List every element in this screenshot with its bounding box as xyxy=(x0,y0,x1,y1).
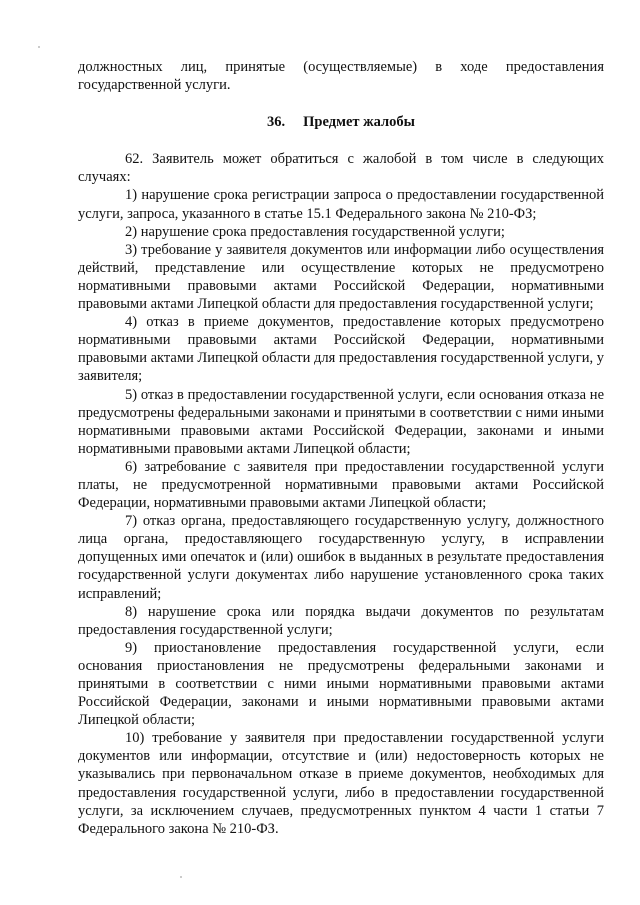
list-item: 2) нарушение срока предоставления государственной услуги; xyxy=(125,223,505,240)
list-item: 1) нарушение срока регистрации запроса о предоставлении государственной услуги, запроса, указанного в статье 15.1 Федерального закона № 210-ФЗ; xyxy=(78,187,604,222)
intro-paragraph: должностных лиц, принятые (осуществляемые) в ходе предоставления государственной услуги. xyxy=(78,59,604,94)
list-item: 5) отказ в предоставлении государственной услуги, если основания отказа не предусмотрены федеральными законами и принятыми в соответствии с ними иными нормативными правовыми актами Российской Федерации, законами и иными нормативными правовыми актами Липецкой области; xyxy=(78,386,604,457)
scan-speck xyxy=(180,876,182,878)
list-item: 9) приостановление предоставления государственной услуги, если основания приостановления не предусмотрены федеральными законами и принятыми в соответствии с ними иными нормативными правовыми актами Российской Федерации, законами и иными нормативными правовыми актами Липецкой области; xyxy=(78,639,604,729)
section-title: Предмет жалобы xyxy=(303,114,415,131)
section-heading xyxy=(78,113,604,131)
clause-paragraph: 62. Заявитель может обратиться с жалобой в том числе в следующих случаях: xyxy=(78,151,604,186)
document-body xyxy=(78,58,604,838)
list-item: 3) требование у заявителя документов или информации либо осуществления действий, представление или осуществление которых не предусмотрено нормативными правовыми актами Российской Федерации, нормативными правовыми актами Липецкой области для предоставления государственной услуги; xyxy=(78,241,604,313)
list-item: 10) требование у заявителя при предоставлении государственной услуги документов или информации, отсутствие и (или) недостоверность которых не указывались при первоначальном отказе в приеме документов, необходимых для предоставления государственной услуги, либо в предоставлении государственной услуги, за исключением случаев, предусмотренных пунктом 4 части 1 статьи 7 Федерального закона № 210-ФЗ. xyxy=(78,730,604,837)
list-item: 6) затребование с заявителя при предоставлении государственной услуги платы, не предусмотренной нормативными правовыми актами Российской Федерации, нормативными правовыми актами Липецкой области; xyxy=(78,458,604,512)
list-item: 8) нарушение срока или порядка выдачи документов по результатам предоставления государственной услуги; xyxy=(78,603,604,638)
section-number: 36. xyxy=(267,114,286,131)
list-item: 7) отказ органа, предоставляющего государственную услугу, должностного лица органа, предоставляющего государственную услугу, в исправлении допущенных ими опечаток и (или) ошибок в выданных в результате предоставления государственной услуги документах либо нарушение установленного срока таких исправлений; xyxy=(78,513,604,602)
scan-speck xyxy=(38,46,40,48)
list-item: 4) отказ в приеме документов, предоставление которых предусмотрено нормативными правовыми актами Российской Федерации, нормативными правовыми актами Липецкой области для предоставления государственной услуги, у заявителя; xyxy=(78,314,605,385)
